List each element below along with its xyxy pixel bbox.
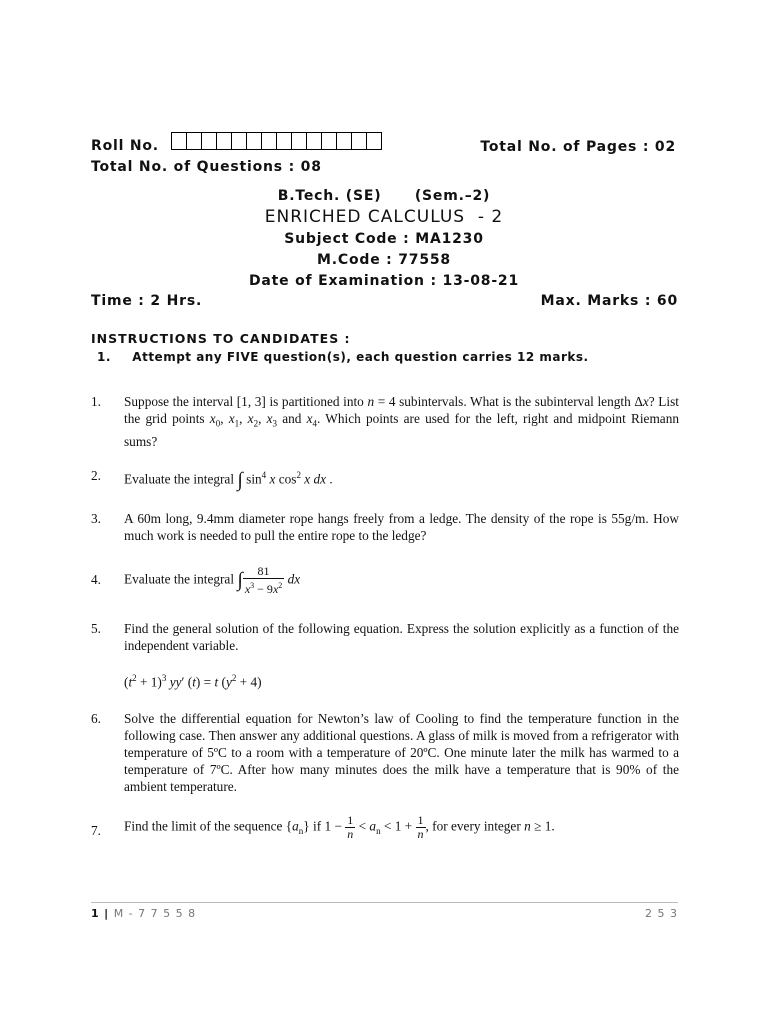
page-footer xyxy=(91,902,678,920)
roll-number-boxes[interactable] xyxy=(171,132,382,150)
exam-date: Date of Examination : 13-08-21 xyxy=(248,273,520,289)
question-text: Find the general solution of the following equation. Express the solution explicitly as a function of the independent variable. xyxy=(124,621,679,653)
exam-title: ENRICHED CALCULUS - 2 xyxy=(264,207,504,227)
total-questions: Total No. of Questions : 08 xyxy=(91,159,322,175)
total-pages: Total No. of Pages : 02 xyxy=(480,139,676,155)
m-code: M.Code : 77558 xyxy=(317,252,451,268)
roll-number-row xyxy=(91,132,382,154)
question-number: 7. xyxy=(91,823,101,838)
instruction-number: 1. xyxy=(97,350,111,364)
subject-code: Subject Code : MA1230 xyxy=(284,231,484,247)
course: B.Tech. (SE) xyxy=(277,188,382,204)
question-number: 3. xyxy=(91,511,101,526)
instruction-item xyxy=(97,350,589,364)
page-number: 1 xyxy=(91,907,100,920)
course-semester xyxy=(0,188,768,204)
question-number: 4. xyxy=(91,572,101,587)
question-text: Evaluate the integral ∫ $\frac{81}{x^3 - 9x^2}$ dx xyxy=(124,564,301,596)
footer-separator: | xyxy=(104,907,110,920)
question-text: Evaluate the integral ∫ $\sin^4 x$ $\cos^2 x$ dx . xyxy=(124,468,333,491)
max-marks: Max. Marks : 60 xyxy=(540,293,678,309)
question-number: 2. xyxy=(91,468,101,483)
question-number: 6. xyxy=(91,711,101,726)
instructions-heading: INSTRUCTIONS TO CANDIDATES : xyxy=(91,331,351,346)
roll-label: Roll No. xyxy=(91,138,159,154)
question-text: Find the limit of the sequence $\{a_n\}$ if 1 − $\frac{1}{n}$ < $a_n < 1$ + $\frac{1}{n}$ , for every integer n ≥ 1. xyxy=(124,813,555,841)
question-5-equation: $(t^2 + 1)^3$ yy′ (t) = t $(y^2 + 4)$ xyxy=(124,673,262,690)
exam-time: Time : 2 Hrs. xyxy=(91,293,203,309)
instruction-text: Attempt any FIVE question(s), each question carries 12 marks. xyxy=(132,350,589,364)
question-text: Suppose the interval [1, 3] is partitioned into n = 4 subintervals. What is the subinterval length Δx? List the grid points $x_0$, $x_1$, $x_2$, $x_3$ and $x_4$. Which points are used for the left, right and midpoint Riemann sums? xyxy=(124,394,679,449)
question-number: 1. xyxy=(91,394,101,409)
question-text: Solve the differential equation for Newton’s law of Cooling to find the temperature function in the following case. Then answer any additional questions. A glass of milk is moved from a refrigerator with temperature of 5ºC to a room with a temperature of 20ºC. One minute later the milk has warmed to a temperature of 7ºC. After how many minutes does the milk have a temperature that is 90% of the ambient temperature. xyxy=(124,711,679,794)
question-number: 5. xyxy=(91,621,101,636)
question-text: A 60m long, 9.4mm diameter rope hangs freely from a ledge. The density of the rope is 55g/m. How much work is needed to pull the entire rope to the ledge? xyxy=(124,511,679,543)
footer-right-code: 2 5 3 xyxy=(645,907,678,920)
footer-code: M - 7 7 5 5 8 xyxy=(113,907,197,920)
semester: (Sem.–2) xyxy=(414,188,491,204)
